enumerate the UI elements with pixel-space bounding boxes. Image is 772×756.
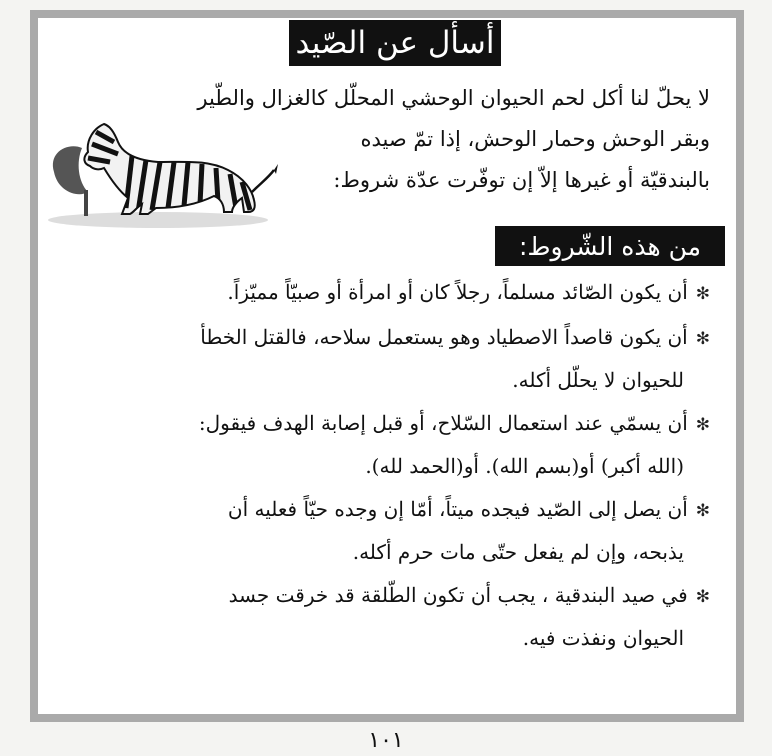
condition-text: للحيوان لا يحلّل أكله.	[512, 368, 684, 392]
condition-text: أن يكون الصّائد مسلماً، رجلاً كان أو امرأة أو صبيّاً مميّزاً.	[227, 280, 688, 304]
list-item	[70, 272, 710, 315]
intro-line: وبقر الوحش وحمار الوحش، إذا تمّ صيده	[360, 127, 710, 151]
conditions-list	[70, 272, 710, 661]
asterisk-icon: ✻	[695, 587, 710, 607]
asterisk-icon: ✻	[695, 329, 710, 349]
list-item	[70, 317, 710, 401]
condition-text: (الله أكبر) أو(بسم الله). أو(الحمد لله).	[365, 454, 684, 478]
condition-text: يذبحه، وإن لم يفعل حتّى مات حرم أكله.	[352, 540, 684, 564]
page-title: أسأل عن الصّيد	[289, 20, 501, 66]
list-item-line	[70, 489, 710, 532]
list-item-line	[70, 317, 710, 360]
asterisk-icon: ✻	[695, 415, 710, 435]
list-item	[70, 489, 710, 573]
condition-text: الحيوان ونفذت فيه.	[522, 626, 684, 650]
page-number: ١٠١	[368, 728, 404, 753]
list-item-line	[70, 403, 710, 446]
section-heading: من هذه الشّروط:	[495, 226, 725, 266]
asterisk-icon: ✻	[695, 284, 710, 304]
condition-text: في صيد البندقية ، يجب أن تكون الطّلقة قد خرقت جسد	[228, 583, 688, 607]
list-item	[70, 575, 710, 659]
list-item-line	[70, 272, 710, 315]
condition-text: أن يسمّي عند استعمال السّلاح، أو قبل إصابة الهدف فيقول:	[198, 411, 688, 435]
list-item	[70, 403, 710, 487]
intro-line: لا يحلّ لنا أكل لحم الحيوان الوحشي المحلّل كالغزال والطّير	[197, 86, 710, 110]
intro-line: بالبندقيّة أو غيرها إلاّ إن توفّرت عدّة شروط:	[333, 168, 710, 192]
zebra-illustration	[48, 112, 278, 230]
condition-text: أن يكون قاصداً الاصطياد وهو يستعمل سلاحه، فالقتل الخطأ	[200, 325, 688, 349]
list-item-line	[70, 575, 710, 618]
condition-text: أن يصل إلى الصّيد فيجده ميتاً، أمّا إن وجده حيّاً فعليه أن	[227, 497, 688, 521]
asterisk-icon: ✻	[695, 501, 710, 521]
